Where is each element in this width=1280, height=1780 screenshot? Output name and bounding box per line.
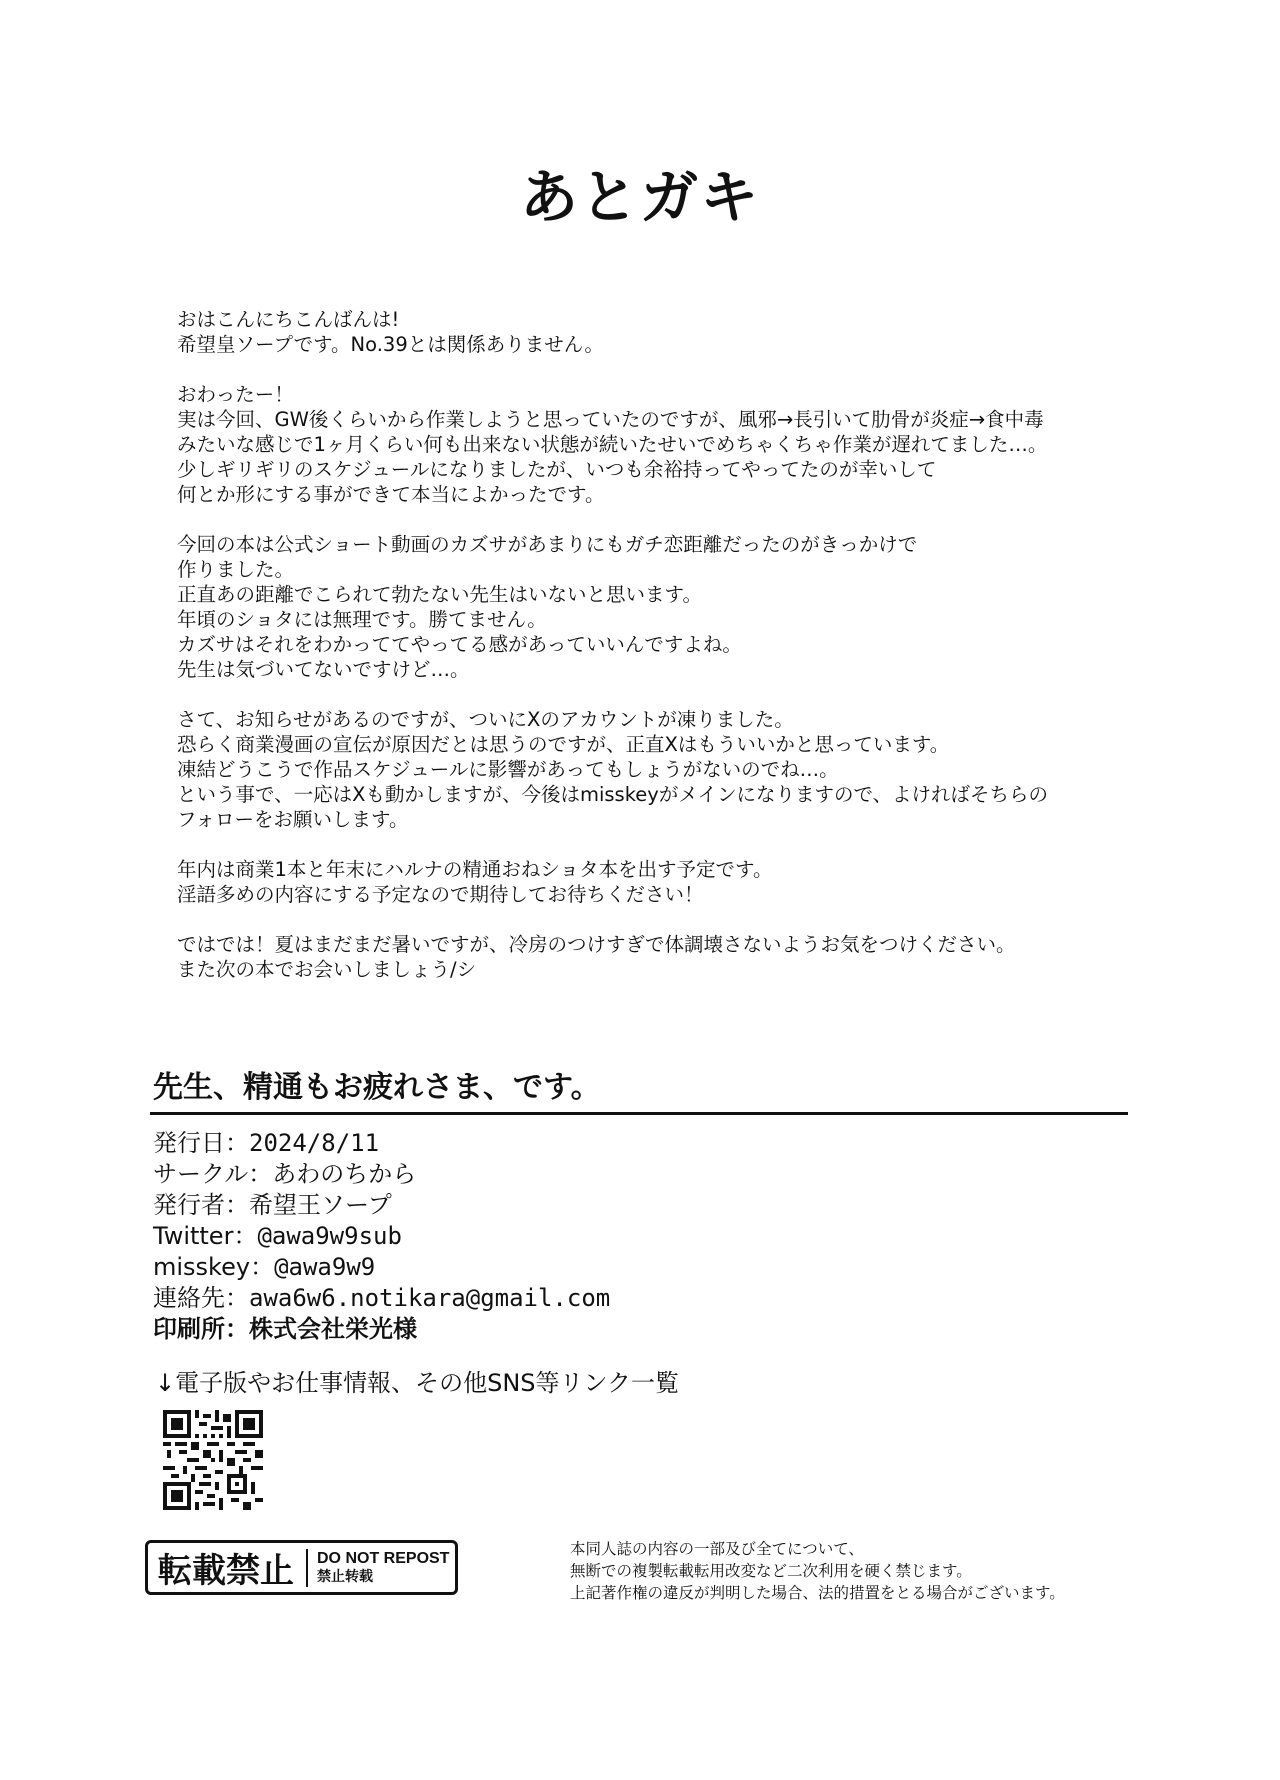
links-note: ↓電子版やお仕事情報、その他SNS等リンク一覧 — [155, 1369, 680, 1397]
text-line: 年内は商業1本と年末にハルナの精通おねショタ本を出す予定です。 — [177, 858, 773, 881]
contact-row — [153, 1283, 610, 1314]
text-line: フォローをお願いします。 — [177, 808, 409, 831]
no-repost-sub — [308, 1549, 449, 1587]
paragraph — [177, 857, 1177, 907]
circle-name: あわのちから — [272, 1160, 417, 1188]
colophon — [153, 1128, 610, 1345]
no-repost-cn: 禁止转载 — [317, 1568, 373, 1585]
notice-line: 無断での複製転載転用改変など二次利用を硬く禁じます。 — [570, 1562, 972, 1580]
misskey-handle: @awa9w9 — [274, 1253, 376, 1281]
text-line: 正直あの距離でこられて勃たない先生はいないと思います。 — [177, 583, 702, 606]
issue-date-row — [153, 1128, 610, 1159]
text-line: 少しギリギリのスケジュールになりましたが、いつも余裕持ってやってたのが幸いして — [177, 458, 937, 481]
printer-name: 株式会社栄光様 — [249, 1315, 417, 1343]
paragraph — [177, 532, 1177, 682]
divider — [150, 1112, 1128, 1115]
twitter-row — [153, 1221, 610, 1252]
copyright-notice — [570, 1538, 1065, 1604]
no-repost-badge — [145, 1540, 458, 1595]
issue-date-label: 発行日： — [153, 1129, 249, 1157]
paragraph — [177, 307, 1177, 357]
text-line: また次の本でお会いしましょう/シ — [177, 958, 477, 981]
paragraph — [177, 707, 1177, 832]
contact-label: 連絡先： — [153, 1284, 249, 1312]
publisher-label: 発行者： — [153, 1191, 249, 1219]
qr-code-icon[interactable] — [163, 1410, 263, 1510]
notice-line: 本同人誌の内容の一部及び全てについて、 — [570, 1540, 864, 1558]
text-line: みたいな感じで1ヶ月くらい何も出来ない状態が続いたせいでめちゃくちゃ作業が遅れてました…。 — [177, 433, 1048, 456]
text-line: おはこんにちこんばんは! — [177, 308, 400, 331]
text-line: 淫語多めの内容にする予定なので期待してお待ちください！ — [177, 883, 704, 906]
text-line: さて、お知らせがあるのですが、ついにXのアカウントが凍りました。 — [177, 708, 794, 731]
paragraph — [177, 932, 1177, 982]
printer-row — [153, 1314, 610, 1345]
no-repost-label: 転載禁止 — [158, 1551, 294, 1591]
text-line: おわったー！ — [177, 383, 294, 406]
afterword-body — [177, 307, 1177, 1007]
printer-label: 印刷所： — [153, 1315, 249, 1343]
text-line: カズサはそれをわかっててやってる感があっていいんですよね。 — [177, 633, 742, 656]
misskey-row — [153, 1252, 610, 1283]
text-line: 恐らく商業漫画の宣伝が原因だとは思うのですが、正直Xはもういいかと思っています。 — [177, 733, 950, 756]
contact-email: awa6w6.notikara@gmail.com — [249, 1284, 611, 1312]
text-line: 今回の本は公式ショート動画のカズサがあまりにもガチ恋距離だったのがきっかけで — [177, 533, 918, 556]
circle-label: サークル： — [153, 1160, 273, 1188]
text-line: 凍結どうこうで作品スケジュールに影響があってもしょうがないのでね…。 — [177, 758, 839, 781]
paragraph — [177, 382, 1177, 507]
circle-row — [153, 1159, 610, 1190]
text-line: 作りました。 — [177, 558, 295, 581]
misskey-label: misskey： — [153, 1253, 275, 1281]
page-title: あとガキ — [519, 163, 760, 231]
publisher-name: 希望王ソープ — [249, 1191, 392, 1219]
publisher-row — [153, 1190, 610, 1221]
text-line: 実は今回、GW後くらいから作業しようと思っていたのですが、風邪→長引いて肋骨が炎症→食中毒 — [177, 408, 1044, 431]
issue-date: 2024/8/11 — [249, 1129, 380, 1157]
no-repost-en: DO NOT REPOST — [317, 1549, 450, 1567]
text-line: という事で、一応はXも動かしますが、今後はmisskeyがメインになりますので、よければそちらの — [177, 783, 1049, 806]
text-line: 先生は気づいてないですけど…。 — [177, 658, 470, 681]
text-line: 希望皇ソープです。No.39とは関係ありません。 — [177, 333, 604, 356]
notice-line: 上記著作権の違反が判明した場合、法的措置をとる場合がございます。 — [570, 1584, 1065, 1602]
text-line: ではでは！夏はまだまだ暑いですが、冷房のつけすぎで体調壊さないようお気をつけください。 — [177, 933, 1016, 956]
twitter-handle: @awa9w9sub — [257, 1222, 402, 1250]
text-line: 何とか形にする事ができて本当によかったです。 — [177, 483, 605, 506]
twitter-label: Twitter： — [153, 1222, 258, 1250]
text-line: 年頃のショタには無理です。勝てません。 — [177, 608, 547, 631]
book-title: 先生、精通もお疲れさま、です。 — [153, 1070, 601, 1105]
